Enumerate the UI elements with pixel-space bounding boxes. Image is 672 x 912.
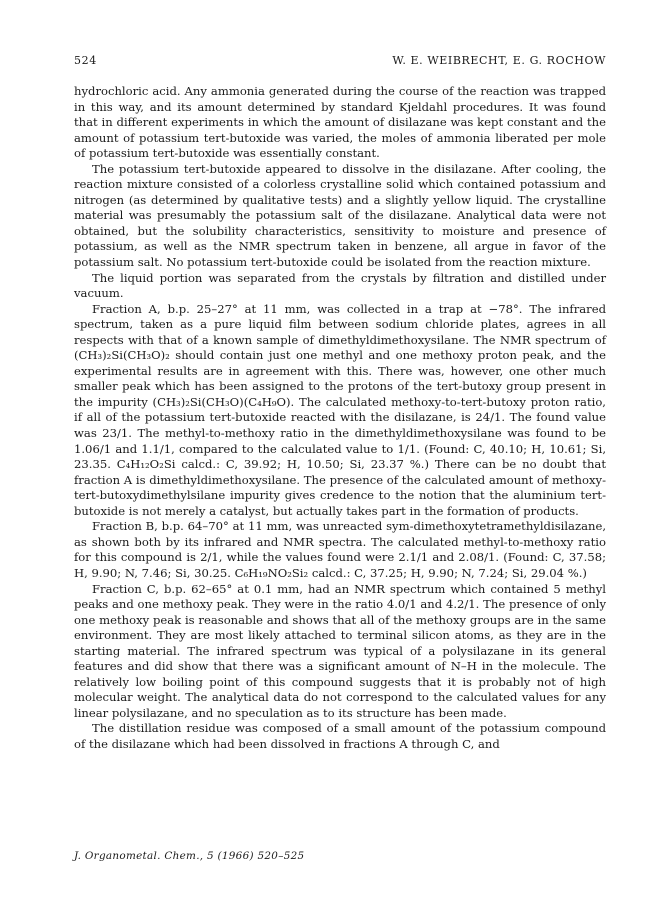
page-number: 524 xyxy=(74,54,97,67)
journal-citation: J. Organometal. Chem., 5 (1966) 520–525 xyxy=(74,850,305,862)
paragraph-fraction-b: Fraction B, b.p. 64–70° at 11 mm, was unreacted sym-dimethoxytetramethyldisilazane, as shown both by its infrared and NMR spectra. The calculated methyl-to-methoxy ratio for this compound is 2/1, while the values found were 2.1/1 and 2.08/1. (Found: C, 37.58; H, 9.90; N, 7.46; Si, 30.25. C₆H₁₉NO₂Si₂ calcd.: C, 37.25; H, 9.90; N, 7.24; Si, 29.04 %.) xyxy=(74,519,606,580)
paragraph-liquid-portion: The liquid portion was separated from the crystals by filtration and distilled under vacuum. xyxy=(74,270,606,301)
paragraph-continued: hydrochloric acid. Any ammonia generated during the course of the reaction was trapped in this way, and its amount determined by standard Kjeldahl procedures. It was found that in different experiments in which the amount of disilazane was kept constant and the amount of potassium tert-butoxide was varied, the moles of ammonia liberated per mole of potassium tert-butoxide was essentially constant. xyxy=(74,84,606,161)
paragraph-potassium-butoxide: The potassium tert-butoxide appeared to dissolve in the disilazane. After cooling, the reaction mixture consisted of a colorless crystalline solid which contained potassium and nitrogen (as determined by qualitative tests) and a slightly yellow liquid. The crystalline material was presumably the potassium salt of the disilazane. Analytical data were not obtained, but the solubility characteristics, sensitivity to moisture and presence of potassium, as well as the NMR spectrum taken in benzene, all argue in favor of the potassium salt. No potassium tert-butoxide could be isolated from the reaction mixture. xyxy=(74,161,606,270)
paragraph-fraction-c: Fraction C, b.p. 62–65° at 0.1 mm, had an NMR spectrum which contained 5 methyl peaks and one methoxy peak. They were in the ratio 4.0/1 and 4.2/1. The presence of only one methoxy peak is reasonable and shows that all of the methoxy groups are in the same environment. They are most likely attached to terminal silicon atoms, as they are in the starting material. The infrared spectrum was typical of a polysilazane in its general features and did show that there was a significant amount of N–H in the molecule. The relatively low boiling point of this compound suggests that it is probably not of high molecular weight. The analytical data do not correspond to the calculated values for any linear polysilazane, and no speculation as to its structure has been made. xyxy=(74,581,606,720)
running-head: W. E. WEIBRECHT, E. G. ROCHOW xyxy=(392,54,606,67)
body-text xyxy=(74,84,606,753)
paragraph-fraction-a: Fraction A, b.p. 25–27° at 11 mm, was collected in a trap at −78°. The infrared spectrum, taken as a pure liquid film between sodium chloride plates, agrees in all respects with that of a known sample of dimethyldimethoxysilane. The NMR spectrum of (CH₃)₂Si(CH₃O)₂ should contain just one methyl and one methoxy proton peak, and the experimental results are in agreement with this. There was, however, one other much smaller peak which has been assigned to the protons of the tert-butoxy group present in the impurity (CH₃)₂Si(CH₃O)(C₄H₉O). The calculated methoxy-to-tert-butoxy proton ratio, if all of the potassium tert-butoxide reacted with the disilazane, is 24/1. The found value was 23/1. The methyl-to-methoxy ratio in the dimethyldimethoxysilane was found to be 1.06/1 and 1.1/1, compared to the calculated value to 1/1. (Found: C, 40.10; H, 10.61; Si, 23.35. C₄H₁₂O₂Si calcd.: C, 39.92; H, 10.50; Si, 23.37 %.) There can be no doubt that fraction A is dimethyldimethoxysilane. The presence of the calculated amount of methoxy-tert-butoxydimethylsilane impurity gives credence to the notion that the aluminium tert-butoxide is not merely a catalyst, but actually takes part in the formation of products. xyxy=(74,301,606,518)
paragraph-distillation-residue: The distillation residue was composed of a small amount of the potassium compound of the disilazane which had been dissolved in fractions A through C, and xyxy=(74,721,606,751)
page-header xyxy=(74,54,606,70)
